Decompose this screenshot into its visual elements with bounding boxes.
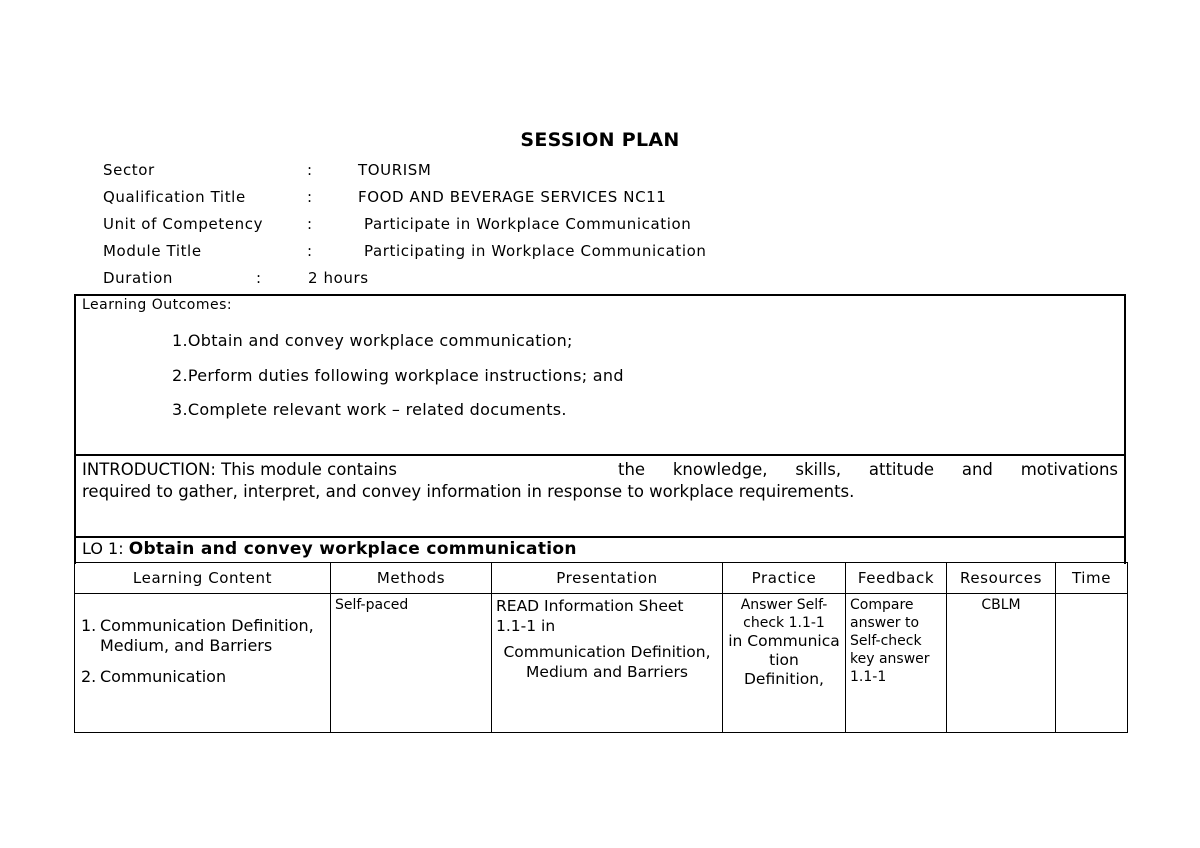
outcome-text: Perform duties following workplace instructions; and xyxy=(187,366,624,385)
practice-line-1: Answer Self-check 1.1-1 xyxy=(740,597,828,631)
header-time: Time xyxy=(1056,563,1128,594)
header-presentation: Presentation xyxy=(492,563,723,594)
content-item-1: Communication Definition, Medium, and Barriers xyxy=(100,616,314,655)
introduction-line1-right xyxy=(618,459,1118,481)
list-item: 3.Complete relevant work – related documents. xyxy=(172,400,567,419)
introduction-box xyxy=(74,454,1126,537)
introduction-line1-left: This module contains xyxy=(221,460,398,479)
practice-line-2: in Communica tion Definition, xyxy=(728,632,840,688)
table-row xyxy=(75,594,1128,733)
session-table xyxy=(74,562,1128,733)
meta-label: Module Title xyxy=(103,242,202,260)
meta-label: Qualification Title xyxy=(103,188,246,206)
introduction-line2: required to gather, interpret, and convey information in response to workplace requirements. xyxy=(82,482,855,501)
content-item-2: Communication xyxy=(100,667,227,686)
meta-separator: : xyxy=(307,188,313,206)
cell-methods: Self-paced xyxy=(331,594,492,733)
learning-outcomes-box xyxy=(74,294,1126,455)
meta-value: Participate in Workplace Communication xyxy=(364,215,692,233)
lo1-prefix: LO 1: xyxy=(82,539,124,558)
header-learning-content: Learning Content xyxy=(75,563,331,594)
meta-separator: : xyxy=(256,269,262,287)
learning-outcomes-heading: Learning Outcomes: xyxy=(82,297,233,313)
header-practice: Practice xyxy=(723,563,846,594)
list-item: 2.Perform duties following workplace instructions; and xyxy=(172,366,624,385)
meta-label: Unit of Competency xyxy=(103,215,264,233)
cell-practice xyxy=(723,594,846,733)
meta-value: Participating in Workplace Communication xyxy=(364,242,707,260)
lo1-title: Obtain and convey workplace communication xyxy=(128,539,577,559)
introduction-text xyxy=(76,456,1124,506)
introduction-label: INTRODUCTION: xyxy=(82,460,216,479)
meta-label: Duration xyxy=(103,269,173,287)
cell-time xyxy=(1056,594,1128,733)
presentation-line-1: READ Information Sheet 1.1-1 in xyxy=(496,597,684,635)
table-header-row xyxy=(75,563,1128,594)
meta-value: FOOD AND BEVERAGE SERVICES NC11 xyxy=(358,188,667,206)
header-methods: Methods xyxy=(331,563,492,594)
meta-separator: : xyxy=(307,161,313,179)
cell-learning-content: 1. Communication Definition, Medium, and Barriers 2. Communication xyxy=(75,594,331,733)
header-feedback: Feedback xyxy=(846,563,947,594)
cell-presentation xyxy=(492,594,723,733)
lo1-heading xyxy=(76,538,1124,560)
lo1-box xyxy=(74,536,1126,564)
meta-value: TOURISM xyxy=(358,161,432,179)
page-title: SESSION PLAN xyxy=(520,129,680,151)
meta-separator: : xyxy=(307,242,313,260)
presentation-line-2: Communication Definition, Medium and Barriers xyxy=(503,643,711,681)
meta-label: Sector xyxy=(103,161,155,179)
meta-separator: : xyxy=(307,215,313,233)
introduction-line1-right-text: the knowledge, skills, attitude and motivations xyxy=(618,460,1118,479)
outcome-text: Complete relevant work – related documents. xyxy=(187,400,567,419)
cell-feedback: Compare answer to Self-check key answer 1.1-1 xyxy=(846,594,947,733)
list-item: 1.Obtain and convey workplace communication; xyxy=(172,331,573,350)
header-resources: Resources xyxy=(947,563,1056,594)
cell-resources: CBLM xyxy=(947,594,1056,733)
meta-value: 2 hours xyxy=(308,269,369,287)
outcome-text: Obtain and convey workplace communication; xyxy=(187,331,573,350)
